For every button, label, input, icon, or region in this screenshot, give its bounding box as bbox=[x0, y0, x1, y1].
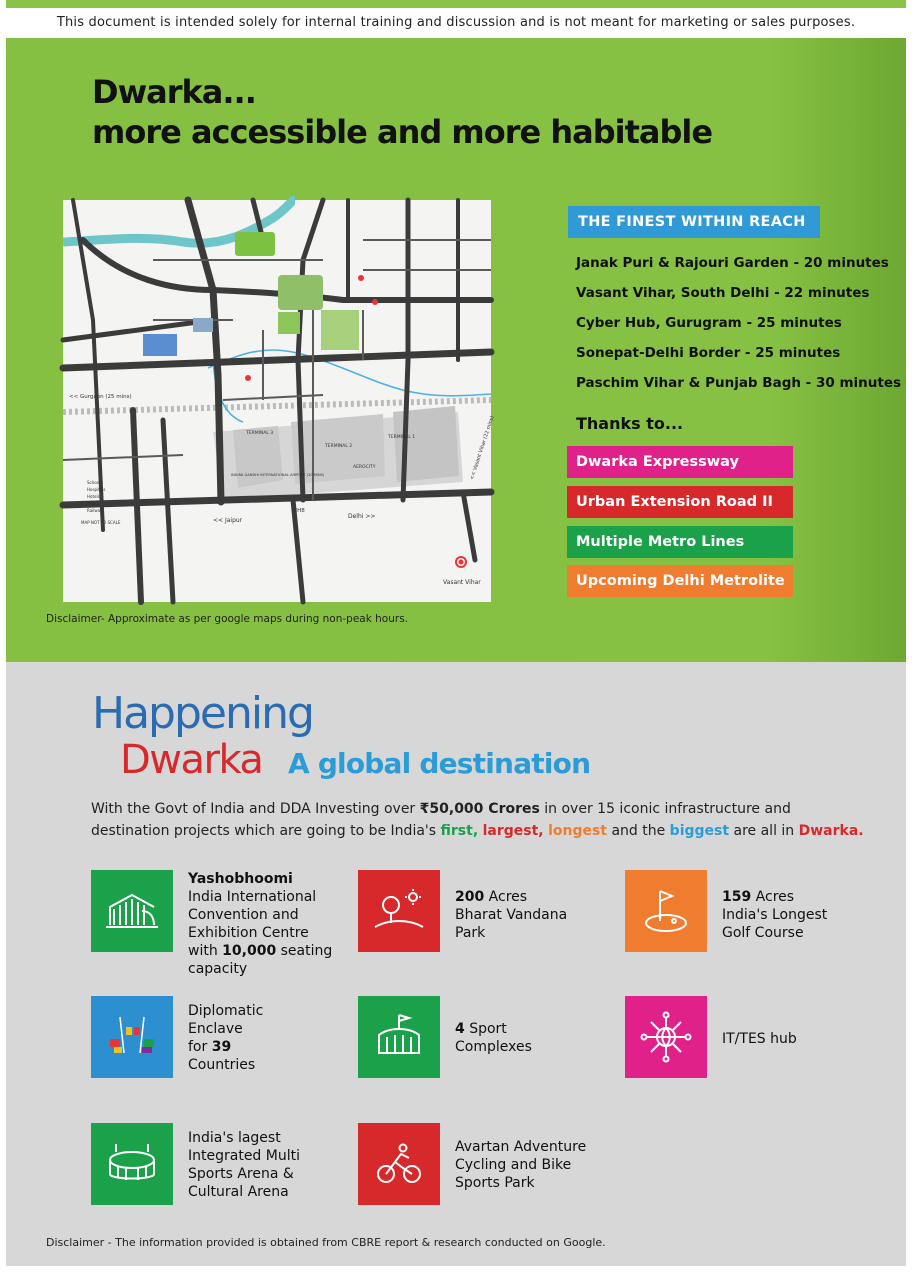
golf-icon bbox=[625, 870, 707, 952]
pill-delhi-metrolite: Upcoming Delhi Metrolite bbox=[567, 565, 793, 597]
feature-text: 200 Acres Bharat Vandana Park bbox=[455, 889, 568, 941]
reach-item: Cyber Hub, Gurugram - 25 minutes bbox=[576, 315, 842, 331]
park-icon bbox=[358, 870, 440, 952]
cyclist-icon bbox=[358, 1123, 440, 1205]
pill-urban-extension-road: Urban Extension Road II bbox=[567, 486, 793, 518]
happening-word: Happening bbox=[92, 688, 313, 739]
network-globe-icon bbox=[625, 996, 707, 1078]
feature-text: India's lagest Integrated Multi Sports Arena & Cultural Arena bbox=[188, 1130, 300, 1200]
legend-railway: Railway bbox=[87, 508, 103, 513]
convention-centre-icon bbox=[91, 870, 173, 952]
reach-item: Sonepat-Delhi Border - 25 minutes bbox=[576, 345, 841, 361]
title-line-2: more accessible and more habitable bbox=[92, 113, 713, 151]
dwarka-map bbox=[63, 200, 496, 602]
title-line-1: Dwarka... bbox=[92, 73, 256, 111]
section-title bbox=[92, 72, 712, 152]
map-label-aerocity: AEROCITY bbox=[353, 465, 376, 470]
dwarka-word: Dwarka bbox=[120, 737, 263, 783]
reach-item: Paschim Vihar & Punjab Bagh - 30 minutes bbox=[576, 375, 902, 391]
map-label-delhi: Delhi >> bbox=[348, 513, 376, 520]
thanks-heading: Thanks to... bbox=[576, 414, 684, 433]
map-label-nh8: NH8 bbox=[293, 508, 305, 514]
internal-use-note: This document is intended solely for internal training and discussion and is not meant for marketing or sales purposes. bbox=[6, 8, 906, 38]
intro-paragraph: With the Govt of India and DDA Investing over ₹50,000 Crores in over 15 iconic infrastructure and destination projects which are going to be India's first, largest, longest and the biggest are all in Dwarka. bbox=[91, 801, 864, 839]
legend-hospitals: Hospitals bbox=[87, 487, 106, 492]
map-label-airport: INDIRA GANDHI INTERNATIONAL AIRPORT (20 MINS) bbox=[231, 473, 325, 477]
happening-section bbox=[6, 662, 906, 1266]
feature-text: Diplomatic Enclave for 39 Countries bbox=[188, 1003, 264, 1073]
pill-metro-lines: Multiple Metro Lines bbox=[567, 526, 793, 558]
feature-text: 4 Sport Complexes bbox=[455, 1021, 532, 1055]
map-label-gurgaon: << Gurgaon (25 mins) bbox=[69, 394, 132, 400]
legend-schools: Schools bbox=[87, 480, 103, 485]
map-label-terminal1: TERMINAL 1 bbox=[388, 435, 416, 440]
map-illustration bbox=[63, 200, 496, 602]
map-label-vasant-vihar-road: << Vasant Vihar (22 mins) bbox=[469, 415, 496, 481]
map-label-jaipur: << Jaipur bbox=[213, 517, 243, 524]
arena-icon bbox=[91, 1123, 173, 1205]
legend-metro: Metro bbox=[87, 501, 99, 506]
pill-dwarka-expressway: Dwarka Expressway bbox=[567, 446, 793, 478]
map-disclaimer: Disclaimer- Approximate as per google maps during non-peak hours. bbox=[46, 613, 409, 625]
reach-heading: THE FINEST WITHIN REACH bbox=[568, 206, 820, 238]
feature-text: IT/TES hub bbox=[722, 1031, 797, 1047]
feature-text: Avartan Adventure Cycling and Bike Sports Park bbox=[455, 1139, 587, 1191]
reach-list bbox=[576, 252, 901, 402]
map-label-terminal3: TERMINAL 3 bbox=[246, 431, 274, 436]
reach-item: Vasant Vihar, South Delhi - 22 minutes bbox=[576, 285, 870, 301]
map-label-vasant-vihar: Vasant Vihar bbox=[443, 579, 481, 586]
legend-hotels: Hotels bbox=[87, 494, 100, 499]
stadium-flag-icon bbox=[358, 996, 440, 1078]
global-destination-tagline: A global destination bbox=[288, 747, 591, 780]
feature-text: 159 Acres India's Longest Golf Course bbox=[722, 889, 828, 941]
flags-icon bbox=[91, 996, 173, 1078]
accessibility-section bbox=[6, 38, 906, 662]
reach-item: Janak Puri & Rajouri Garden - 20 minutes bbox=[576, 255, 889, 271]
map-not-to-scale: MAP NOT TO SCALE bbox=[81, 520, 121, 525]
map-label-terminal2: TERMINAL 2 bbox=[325, 444, 353, 449]
feature-text: Yashobhoomi India International Convention and Exhibition Centre with 10,000 seating capacity bbox=[188, 871, 333, 977]
bottom-disclaimer: Disclaimer - The information provided is obtained from CBRE report & research conducted on Google. bbox=[46, 1236, 606, 1249]
